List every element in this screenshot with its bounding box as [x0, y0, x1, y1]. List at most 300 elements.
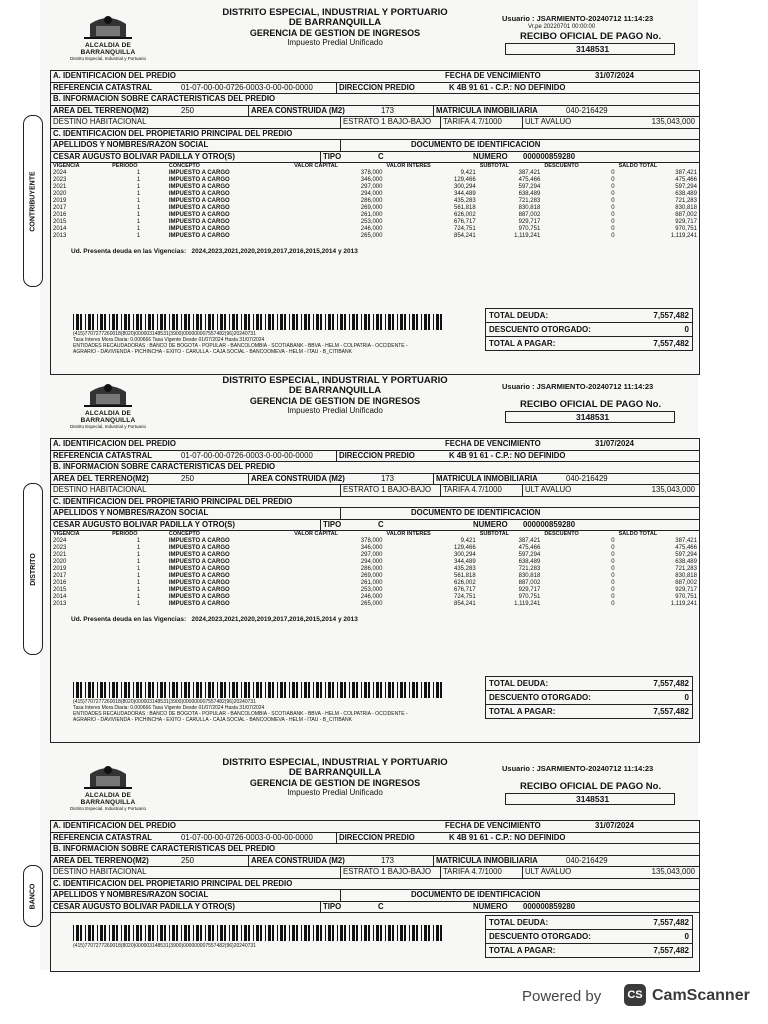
table-header: SALDO TOTAL [618, 163, 658, 169]
vigencias-value: 2024,2023,2021,2020,2019,2017,2016,2015,2014 y 2013 [191, 248, 358, 255]
title-gerencia: GERENCIA DE GESTION DE INGRESOS [249, 778, 421, 788]
table-row [51, 184, 699, 191]
predio-grid [29, 70, 700, 375]
table-cell: IMPUESTO A CARGO [168, 587, 230, 593]
table-cell: 0 [611, 552, 615, 558]
receipt-titles [220, 8, 450, 48]
table-cell: 246,000 [360, 226, 383, 232]
table-cell: 1 [136, 233, 141, 239]
table-cell: IMPUESTO A CARGO [168, 219, 230, 225]
table-cell: 638,489 [518, 559, 541, 565]
table-cell: 0 [611, 580, 615, 586]
table-cell: 676,717 [453, 219, 476, 225]
recibo-label: RECIBO OFICIAL DE PAGO No. [520, 31, 662, 42]
bancos-text-1: ENTIDADES RECAUDADORAS : BANCO DE BOGOTA - POPULAR - BANCOLOMBIA - SCOTIABANK - BBVA - HELM - COLPATRIA - OCCIDENTE - [73, 343, 408, 349]
table-cell: 1,119,241 [670, 233, 697, 239]
table-row [51, 219, 699, 226]
table-cell: 297,000 [360, 552, 383, 558]
copy-type-tag: CONTRIBUYENTE [23, 115, 43, 287]
table-cell: 2023 [53, 177, 67, 183]
table-cell: 724,751 [453, 226, 476, 232]
predio-grid [29, 820, 700, 972]
table-header: SALDO TOTAL [618, 531, 658, 537]
table-cell: IMPUESTO A CARGO [168, 191, 230, 197]
table-cell: 0 [611, 594, 615, 600]
receipt-titles [220, 376, 450, 416]
table-row [51, 559, 699, 566]
table-cell: 1 [136, 198, 141, 204]
table-cell: 297,000 [360, 184, 383, 190]
table-cell: 887,002 [518, 580, 541, 586]
table-cell: 387,421 [675, 538, 697, 544]
table-cell: 387,421 [518, 170, 541, 176]
estrato-value: ESTRATO 1 BAJO-BAJO [341, 117, 441, 128]
vigencias-deuda [71, 616, 699, 623]
table-cell: 2017 [53, 573, 67, 579]
title-impuesto: Impuesto Predial Unificado [287, 406, 383, 415]
table-row [51, 566, 699, 573]
tarifa-value: TARIFA 4.7/1000 [441, 485, 523, 496]
descuento-label: DESCUENTO OTORGADO: [489, 325, 591, 334]
total-deuda-label: TOTAL DEUDA: [489, 679, 549, 688]
tipo-value: C [378, 519, 384, 529]
tipo-label: TIPO [323, 519, 342, 529]
section-a-label: A. IDENTIFICACION DEL PREDIO [53, 71, 176, 80]
totals-box [485, 676, 693, 719]
table-cell: IMPUESTO A CARGO [168, 226, 230, 232]
descuento-value: 0 [684, 693, 689, 702]
barcode-image [73, 925, 443, 941]
total-pagar-label: TOTAL A PAGAR: [489, 707, 556, 716]
table-row [51, 552, 699, 559]
receipt-header [50, 754, 700, 820]
matricula-label: MATRICULA INMOBILIARIA [436, 473, 538, 483]
ult-avaluo-value: 135,043,000 [651, 867, 695, 876]
table-cell: 1 [136, 212, 141, 218]
tarifa-value: TARIFA 4.7/1000 [441, 117, 523, 128]
table-cell: 929,717 [675, 587, 697, 593]
total-deuda-value: 7,557,482 [653, 679, 689, 688]
area-const-value: 173 [379, 474, 434, 485]
table-cell: IMPUESTO A CARGO [168, 580, 230, 586]
table-cell: IMPUESTO A CARGO [168, 198, 230, 204]
table-cell: 597,294 [675, 552, 697, 558]
descuento-value: 0 [684, 325, 689, 334]
tasa-text: Tasa Interes Mora Diaria: 0.000666 Tasa Vigente Desde 01/07/2024 Hasta 31/07/2024 [73, 337, 265, 343]
table-cell: 435,283 [453, 198, 476, 204]
barcode-text: (415)7707277260018(8020)000003148531(3900)000000007557482(96)20240731 [73, 699, 256, 705]
matricula-value: 040-216429 [566, 855, 608, 865]
section-a-label: A. IDENTIFICACION DEL PREDIO [53, 821, 176, 830]
table-cell: 475,466 [675, 545, 697, 551]
table-cell: 1 [136, 205, 141, 211]
table-cell: 0 [611, 559, 615, 565]
total-pagar-value: 7,557,482 [653, 339, 689, 348]
fecha-label: FECHA DE VENCIMIENTO [445, 71, 541, 80]
table-cell: 1 [136, 219, 141, 225]
table-cell: 721,283 [675, 198, 697, 204]
ref-cat-label: REFERENCIA CATASTRAL [53, 832, 153, 842]
table-cell: 475,466 [675, 177, 697, 183]
matricula-label: MATRICULA INMOBILIARIA [436, 855, 538, 865]
table-cell: IMPUESTO A CARGO [168, 566, 230, 572]
table-cell: 830,818 [518, 573, 541, 579]
title-city: DE BARRANQUILLA [288, 17, 382, 28]
vigencias-block [51, 531, 699, 674]
table-cell: 1 [136, 552, 141, 558]
table-cell: 597,294 [518, 184, 541, 190]
table-row [51, 538, 699, 545]
table-cell: 300,294 [453, 552, 476, 558]
camscanner-brand: CamScanner [652, 987, 750, 1004]
total-pagar-value: 7,557,482 [653, 707, 689, 716]
tarifa-value: TARIFA 4.7/1000 [441, 867, 523, 878]
table-cell: 597,294 [675, 184, 697, 190]
area-terreno-label: AREA DEL TERRENO(M2) [53, 473, 149, 483]
table-cell: 475,466 [518, 177, 541, 183]
section-c-label: C. IDENTIFICACION DEL PROPIETARIO PRINCIPAL DEL PREDIO [53, 496, 293, 506]
fecha-value: 31/07/2024 [595, 71, 635, 80]
direccion-value: K 4B 91 61 - C.P.: NO DEFINIDO [449, 450, 566, 460]
barcode-image [73, 682, 443, 698]
descuento-value: 0 [684, 932, 689, 941]
table-cell: 344,489 [453, 559, 476, 565]
barcode-image [73, 314, 443, 330]
table-cell: 265,000 [360, 601, 383, 607]
barcode-text: (415)7707277260018(8020)000003148531(3900)000000007557482(96)20240731 [73, 943, 256, 949]
table-cell: 2013 [53, 601, 67, 607]
table-header: SUBTOTAL [479, 163, 510, 169]
table-cell: 721,283 [675, 566, 697, 572]
table-header: DESCUENTO [544, 531, 579, 537]
usuario-stamp: Usuario : JSARMIENTO-20240712 11:14:23 [502, 14, 654, 23]
destino-label: DESTINO HABITACIONAL [51, 867, 341, 878]
deuda-label: Ud. Presenta deuda en las Vigencias: [71, 248, 187, 255]
table-cell: 2015 [53, 587, 67, 593]
table-cell: 638,489 [675, 559, 697, 565]
table-cell: 887,002 [675, 580, 697, 586]
table-cell: 1 [136, 226, 141, 232]
table-header: VALOR CAPITAL [294, 163, 338, 169]
table-cell: IMPUESTO A CARGO [168, 205, 230, 211]
tasa-text: Tasa Interes Mora Diaria: 0.000666 Tasa Vigente Desde 01/07/2024 Hasta 31/07/2024 [73, 705, 265, 711]
table-cell: 626,002 [453, 212, 476, 218]
area-const-value: 173 [379, 856, 434, 867]
table-cell: IMPUESTO A CARGO [168, 552, 230, 558]
table-header: PERIODO [112, 163, 138, 169]
table-row [51, 545, 699, 552]
table-cell: 1 [136, 573, 141, 579]
table-cell: IMPUESTO A CARGO [168, 594, 230, 600]
table-cell: 2014 [53, 594, 67, 600]
tipo-value: C [378, 901, 384, 911]
area-terreno-value: 250 [179, 856, 249, 867]
table-cell: 638,489 [675, 191, 697, 197]
section-c-label: C. IDENTIFICACION DEL PROPIETARIO PRINCIPAL DEL PREDIO [53, 878, 293, 888]
logo-subtext: Distrito Especial, Industrial y Portuario [69, 806, 147, 811]
table-row [51, 594, 699, 601]
table-header: SUBTOTAL [479, 531, 510, 537]
direccion-label: DIRECCION PREDIO [339, 450, 415, 460]
table-cell: 1 [136, 594, 141, 600]
table-cell: IMPUESTO A CARGO [168, 233, 230, 239]
ult-avaluo-label: ULT AVALUO [525, 867, 572, 876]
table-cell: 0 [611, 601, 615, 607]
table-cell: 561,818 [453, 205, 476, 211]
table-cell: 887,002 [675, 212, 697, 218]
apellidos-label: APELLIDOS Y NOMBRES/RAZON SOCIAL [51, 140, 341, 151]
receipt-titles [220, 758, 450, 798]
table-cell: 561,818 [453, 573, 476, 579]
direccion-label: DIRECCION PREDIO [339, 82, 415, 92]
table-cell: 9,421 [460, 170, 476, 176]
deuda-label: Ud. Presenta deuda en las Vigencias: [71, 616, 187, 623]
numero-value: 000000859280 [523, 519, 576, 529]
table-row [51, 233, 699, 240]
table-cell: IMPUESTO A CARGO [168, 545, 230, 551]
table-cell: 475,466 [518, 545, 541, 551]
table-header: VIGENCIA [53, 531, 80, 537]
area-terreno-value: 250 [179, 474, 249, 485]
table-cell: 597,294 [518, 552, 541, 558]
table-row [51, 601, 699, 608]
table-cell: 830,818 [518, 205, 541, 211]
recibo-number: 3148531 [505, 793, 675, 805]
table-cell: 929,717 [518, 587, 541, 593]
table-cell: 0 [611, 538, 615, 544]
doc-id-label: DOCUMENTO DE IDENTIFICACION [411, 508, 541, 517]
direccion-value: K 4B 91 61 - C.P.: NO DEFINIDO [449, 832, 566, 842]
vigencias-deuda [71, 248, 699, 255]
ref-cat-value: 01-07-00-00-0726-0003-0-00-00-0000 [179, 83, 337, 94]
numero-value: 000000859280 [523, 901, 576, 911]
table-header: CONCEPTO [168, 531, 200, 537]
copy-type-tag: BANCO [23, 865, 43, 927]
table-cell: 387,421 [675, 170, 697, 176]
numero-label: NUMERO [473, 519, 508, 529]
title-gerencia: GERENCIA DE GESTION DE INGRESOS [249, 396, 421, 406]
vigencias-table [51, 163, 699, 240]
fecha-value: 31/07/2024 [595, 821, 635, 830]
table-cell: 261,000 [360, 212, 383, 218]
table-cell: 970,751 [675, 594, 697, 600]
section-b-label: B. INFORMACION SOBRE CARACTERISTICAS DEL PREDIO [53, 94, 276, 103]
table-header: VALOR INTERES [386, 163, 431, 169]
table-cell: 378,000 [360, 170, 383, 176]
receipt-copy-2 [29, 372, 700, 743]
receipt-copy-3 [29, 754, 700, 972]
alcaldia-logo [58, 760, 158, 811]
section-b-label: B. INFORMACION SOBRE CARACTERISTICAS DEL PREDIO [53, 844, 276, 853]
table-cell: 2021 [53, 552, 67, 558]
table-header: CONCEPTO [168, 163, 200, 169]
table-cell: IMPUESTO A CARGO [168, 212, 230, 218]
table-cell: 1 [136, 191, 141, 197]
camscanner-logo-icon: CS [624, 984, 646, 1006]
area-terreno-label: AREA DEL TERRENO(M2) [53, 855, 149, 865]
table-cell: 854,241 [453, 233, 476, 239]
title-district: DISTRITO ESPECIAL, INDUSTRIAL Y PORTUARIO [222, 375, 448, 386]
doc-id-label: DOCUMENTO DE IDENTIFICACION [411, 890, 541, 899]
table-cell: 294,000 [360, 559, 383, 565]
table-cell: 1 [136, 559, 141, 565]
logo-text: ALCALDIA DE BARRANQUILLA [80, 410, 136, 424]
table-cell: 929,717 [675, 219, 697, 225]
table-cell: 638,489 [518, 191, 541, 197]
alcaldia-logo [58, 10, 158, 61]
matricula-label: MATRICULA INMOBILIARIA [436, 105, 538, 115]
table-header: VIGENCIA [53, 163, 80, 169]
table-cell: 261,000 [360, 580, 383, 586]
total-deuda-value: 7,557,482 [653, 311, 689, 320]
totals-box [485, 915, 693, 958]
table-cell: 0 [611, 170, 615, 176]
recibo-label: RECIBO OFICIAL DE PAGO No. [520, 781, 662, 792]
usuario-stamp: Usuario : JSARMIENTO-20240712 11:14:23 [502, 764, 654, 773]
table-row [51, 226, 699, 233]
apellidos-label: APELLIDOS Y NOMBRES/RAZON SOCIAL [51, 890, 341, 901]
vr-stamp: Vr.pe 20220701 00:00:00 [528, 24, 596, 30]
table-cell: 0 [611, 198, 615, 204]
ult-avaluo-value: 135,043,000 [651, 485, 695, 494]
totals-box [485, 308, 693, 351]
table-cell: 830,818 [675, 205, 697, 211]
logo-text: ALCALDIA DE BARRANQUILLA [80, 792, 136, 806]
receipt-header [50, 4, 700, 70]
recibo-number: 3148531 [505, 43, 675, 55]
table-cell: 0 [611, 233, 615, 239]
tipo-label: TIPO [323, 151, 342, 161]
bancos-text-2: AGRARIO - DAVIVIENDA - PICHINCHA - EXITO - CARULLA - CAJA SOCIAL - BANCOOMEVA - HELM - ITAU - B_CITIBANK [73, 349, 352, 355]
vigencias-value: 2024,2023,2021,2020,2019,2017,2016,2015,2014 y 2013 [191, 616, 358, 623]
table-cell: 1 [136, 538, 141, 544]
table-cell: 2019 [53, 198, 67, 204]
total-pagar-value: 7,557,482 [653, 946, 689, 955]
estrato-value: ESTRATO 1 BAJO-BAJO [341, 485, 441, 496]
fine-print [73, 705, 473, 723]
ref-cat-value: 01-07-00-00-0726-0003-0-00-00-0000 [179, 451, 337, 462]
table-cell: 387,421 [518, 538, 541, 544]
table-row [51, 177, 699, 184]
fecha-label: FECHA DE VENCIMIENTO [445, 439, 541, 448]
table-cell: 1 [136, 184, 141, 190]
direccion-value: K 4B 91 61 - C.P.: NO DEFINIDO [449, 82, 566, 92]
recibo-number: 3148531 [505, 411, 675, 423]
section-c-label: C. IDENTIFICACION DEL PROPIETARIO PRINCIPAL DEL PREDIO [53, 128, 293, 138]
table-cell: 721,283 [518, 198, 541, 204]
powered-by-text: Powered by [522, 988, 602, 1005]
table-cell: 887,002 [518, 212, 541, 218]
tipo-label: TIPO [323, 901, 342, 911]
payment-block [51, 674, 699, 742]
table-cell: 378,000 [360, 538, 383, 544]
estrato-value: ESTRATO 1 BAJO-BAJO [341, 867, 441, 878]
table-cell: 0 [611, 573, 615, 579]
ult-avaluo-value: 135,043,000 [651, 117, 695, 126]
ref-cat-label: REFERENCIA CATASTRAL [53, 82, 153, 92]
table-cell: 253,000 [360, 219, 383, 225]
table-row [51, 191, 699, 198]
table-cell: 2016 [53, 212, 67, 218]
table-cell: 0 [611, 566, 615, 572]
table-header: VALOR INTERES [386, 531, 431, 537]
area-const-label: AREA CONSTRUIDA (M2) [251, 105, 345, 115]
vigencias-block [51, 163, 699, 306]
descuento-label: DESCUENTO OTORGADO: [489, 693, 591, 702]
table-cell: 294,000 [360, 191, 383, 197]
fecha-label: FECHA DE VENCIMIENTO [445, 821, 541, 830]
section-a-label: A. IDENTIFICACION DEL PREDIO [53, 439, 176, 448]
table-cell: 970,751 [675, 226, 697, 232]
table-cell: 269,000 [360, 573, 383, 579]
table-cell: 286,000 [360, 566, 383, 572]
table-cell: 0 [611, 545, 615, 551]
area-const-value: 173 [379, 106, 434, 117]
section-b-label: B. INFORMACION SOBRE CARACTERISTICAS DEL PREDIO [53, 462, 276, 471]
title-city: DE BARRANQUILLA [288, 767, 382, 778]
apellidos-label: APELLIDOS Y NOMBRES/RAZON SOCIAL [51, 508, 341, 519]
table-cell: IMPUESTO A CARGO [168, 184, 230, 190]
table-cell: 1 [136, 601, 141, 607]
logo-text: ALCALDIA DE BARRANQUILLA [80, 42, 136, 56]
alcaldia-logo [58, 378, 158, 429]
table-cell: 0 [611, 205, 615, 211]
table-cell: 970,751 [518, 594, 541, 600]
table-cell: 929,717 [518, 219, 541, 225]
title-gerencia: GERENCIA DE GESTION DE INGRESOS [249, 28, 421, 38]
table-cell: 626,002 [453, 580, 476, 586]
table-cell: IMPUESTO A CARGO [168, 559, 230, 565]
table-cell: 246,000 [360, 594, 383, 600]
destino-label: DESTINO HABITACIONAL [51, 485, 341, 496]
total-pagar-label: TOTAL A PAGAR: [489, 339, 556, 348]
table-cell: IMPUESTO A CARGO [168, 177, 230, 183]
table-cell: IMPUESTO A CARGO [168, 170, 230, 176]
table-cell: 0 [611, 191, 615, 197]
ult-avaluo-label: ULT AVALUO [525, 485, 572, 494]
table-header: PERIODO [112, 531, 138, 537]
table-cell: 1,119,241 [514, 601, 541, 607]
table-cell: 2017 [53, 205, 67, 211]
table-cell: 346,000 [360, 545, 383, 551]
recibo-label: RECIBO OFICIAL DE PAGO No. [520, 399, 662, 410]
table-cell: 2015 [53, 219, 67, 225]
table-row [51, 573, 699, 580]
title-city: DE BARRANQUILLA [288, 385, 382, 396]
table-row [51, 212, 699, 219]
table-cell: 2014 [53, 226, 67, 232]
table-cell: 721,283 [518, 566, 541, 572]
table-cell: 265,000 [360, 233, 383, 239]
ref-cat-value: 01-07-00-00-0726-0003-0-00-00-0000 [179, 833, 337, 844]
matricula-value: 040-216429 [566, 473, 608, 483]
table-cell: 269,000 [360, 205, 383, 211]
table-cell: IMPUESTO A CARGO [168, 538, 230, 544]
table-cell: 129,466 [453, 177, 476, 183]
table-cell: 1 [136, 566, 141, 572]
table-cell: 9,421 [460, 538, 476, 544]
area-const-label: AREA CONSTRUIDA (M2) [251, 473, 345, 483]
receipt-copy-1 [29, 4, 700, 375]
table-cell: 435,283 [453, 566, 476, 572]
receipt-header [50, 372, 700, 438]
table-cell: 2021 [53, 184, 67, 190]
area-const-label: AREA CONSTRUIDA (M2) [251, 855, 345, 865]
propietario-value: CESAR AUGUSTO BOLIVAR PADILLA Y OTRO(S) [51, 152, 321, 163]
table-cell: 1 [136, 170, 141, 176]
table-cell: 2024 [53, 170, 67, 176]
total-deuda-label: TOTAL DEUDA: [489, 311, 549, 320]
